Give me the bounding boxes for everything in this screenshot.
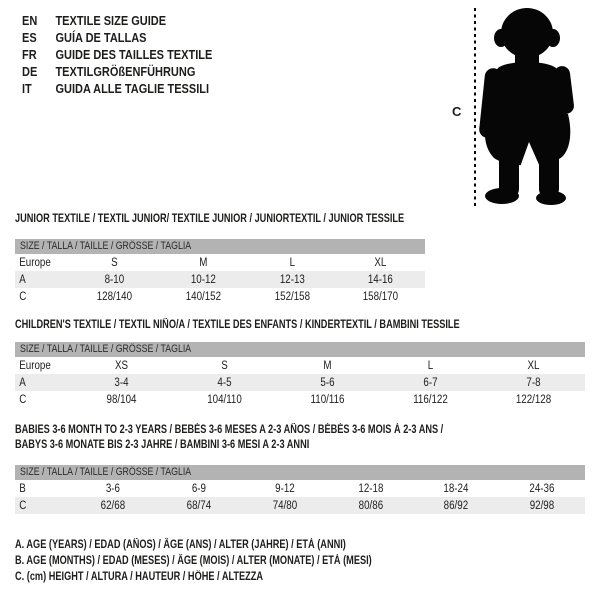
language-code: EN [22, 14, 38, 28]
size-value-cell: 14-16 [368, 273, 394, 286]
size-header-bar [15, 465, 585, 480]
table-rows [15, 254, 425, 305]
size-value-cell: 80/86 [358, 499, 383, 512]
size-value-cell: 10-12 [190, 273, 216, 286]
baby-silhouette-image [478, 6, 582, 207]
row-label: Europe [19, 256, 51, 269]
table-row [15, 254, 425, 271]
size-value-cell: 4-5 [217, 376, 232, 389]
language-label: TEXTILGRÖßENFÜHRUNG [55, 65, 196, 79]
babies-section-title [15, 423, 550, 453]
junior-section-title-text: JUNIOR TEXTILE / TEXTIL JUNIOR/ TEXTILE JUNIOR / JUNIORTEXTIL / JUNIOR TESSILE [15, 213, 405, 225]
size-value-cell: 104/110 [207, 393, 242, 406]
legend-line-a: A. AGE (YEARS) / EDAD (AÑOS) / ÂGE (ANS) / ALTER (JAHRE) / ETÀ (ANNI) [15, 539, 346, 551]
table-row [15, 271, 425, 288]
size-value-cell: XS [114, 359, 129, 372]
size-value-cell: 62/68 [100, 499, 126, 512]
size-value-cell: 12-18 [357, 482, 383, 495]
size-value-cell: 5-6 [320, 376, 335, 389]
size-value-cell: 8-10 [104, 273, 125, 286]
legend-line-b: B. AGE (MONTHS) / EDAD (MESES) / ÂGE (MOIS) / ALTER (MONATE) / ETÀ (MESI) [15, 555, 372, 567]
table-row [15, 288, 425, 305]
row-label: Europe [19, 359, 51, 372]
size-value-cell: S [111, 256, 118, 269]
size-value-cell: 92/98 [529, 499, 555, 512]
size-value-cell: 74/80 [272, 499, 297, 512]
babies-section-title-line2: BABYS 3-6 MONATE BIS 2-3 JAHRE / BAMBINI 3-6 MESI A 2-3 ANNI [15, 439, 310, 451]
language-code: IT [22, 82, 32, 96]
row-label: A [19, 273, 26, 286]
size-value-cell: 158/170 [362, 290, 399, 303]
table-row [15, 480, 585, 497]
size-value-cell: 152/158 [274, 290, 310, 303]
row-label: B [19, 482, 26, 495]
table-row [15, 357, 585, 374]
language-row [22, 64, 212, 81]
size-value-cell: 110/116 [310, 393, 345, 406]
children-section-title [15, 318, 571, 333]
size-value-cell: S [221, 359, 228, 372]
size-value-cell: 68/74 [186, 499, 211, 512]
size-value-cell: 6-7 [423, 376, 438, 389]
size-value-cell: 3-4 [114, 376, 129, 389]
size-value-cell: 18-24 [443, 482, 469, 495]
height-marker-dotted-line [474, 8, 476, 206]
language-row [22, 81, 212, 98]
size-header-bar [15, 342, 585, 357]
table-rows [15, 357, 585, 408]
size-value-cell: 24-36 [529, 482, 555, 495]
legend-block [15, 537, 461, 585]
table-row [15, 391, 585, 408]
junior-section-title [15, 212, 501, 227]
size-header-text: SIZE / TALLA / TAILLE / GRÖSSE / TAGLIA [20, 466, 192, 478]
language-row [22, 47, 212, 64]
language-code: ES [22, 31, 37, 45]
size-value-cell: 116/122 [413, 393, 448, 406]
size-value-cell: M [199, 256, 208, 269]
row-label: C [19, 290, 27, 303]
row-label: C [19, 393, 27, 406]
table-row [15, 497, 585, 514]
language-guide-block [22, 13, 238, 98]
language-label: TEXTILE SIZE GUIDE [55, 14, 167, 28]
language-code: FR [22, 48, 37, 62]
size-value-cell: 98/104 [106, 393, 137, 406]
language-label: GUIDE DES TAILLES TEXTILE [55, 48, 213, 62]
size-value-cell: 6-9 [191, 482, 206, 495]
size-value-cell: 9-12 [274, 482, 295, 495]
size-value-cell: 3-6 [105, 482, 120, 495]
size-value-cell: XL [527, 359, 540, 372]
size-value-cell: 86/92 [444, 499, 469, 512]
size-value-cell: 128/140 [96, 290, 133, 303]
height-marker-label: C [452, 104, 462, 119]
language-label: GUIDA ALLE TAGLIE TESSILI [55, 82, 210, 96]
table-rows [15, 480, 585, 514]
size-value-cell: M [323, 359, 332, 372]
size-header-text: SIZE / TALLA / TAILLE / GRÖSSE / TAGLIA [20, 343, 192, 355]
size-value-cell: 122/128 [515, 393, 552, 406]
size-header-text: SIZE / TALLA / TAILLE / GRÖSSE / TAGLIA [20, 240, 192, 252]
language-code: DE [22, 65, 38, 79]
children-section-title-text: CHILDREN'S TEXTILE / TEXTIL NIÑO/A / TEXTILE DES ENFANTS / KINDERTEXTIL / BAMBINI TESSILE [15, 319, 460, 331]
size-value-cell: L [427, 359, 434, 372]
size-value-cell: XL [374, 256, 387, 269]
row-label: A [19, 376, 26, 389]
babies-section-title-line1: BABIES 3-6 MONTH TO 2-3 YEARS / BEBÉS 3-6 MESES A 2-3 AÑOS / BÉBÉS 3-6 MOIS À 2-3 ANS / [15, 424, 444, 436]
table-row [15, 374, 585, 391]
size-value-cell: L [289, 256, 295, 269]
size-value-cell: 12-13 [279, 273, 305, 286]
children-size-table [15, 342, 585, 408]
language-row [22, 30, 212, 47]
language-label: GUÍA DE TALLAS [55, 31, 147, 45]
size-value-cell: 140/152 [185, 290, 221, 303]
babies-size-table [15, 465, 585, 514]
language-row [22, 13, 212, 30]
junior-size-table [15, 239, 425, 305]
size-header-bar [15, 239, 425, 254]
row-label: C [19, 499, 27, 512]
legend-line-c: C. (cm) HEIGHT / ALTURA / HAUTEUR / HÖHE / ALTEZZA [15, 571, 264, 583]
size-value-cell: 7-8 [526, 376, 541, 389]
